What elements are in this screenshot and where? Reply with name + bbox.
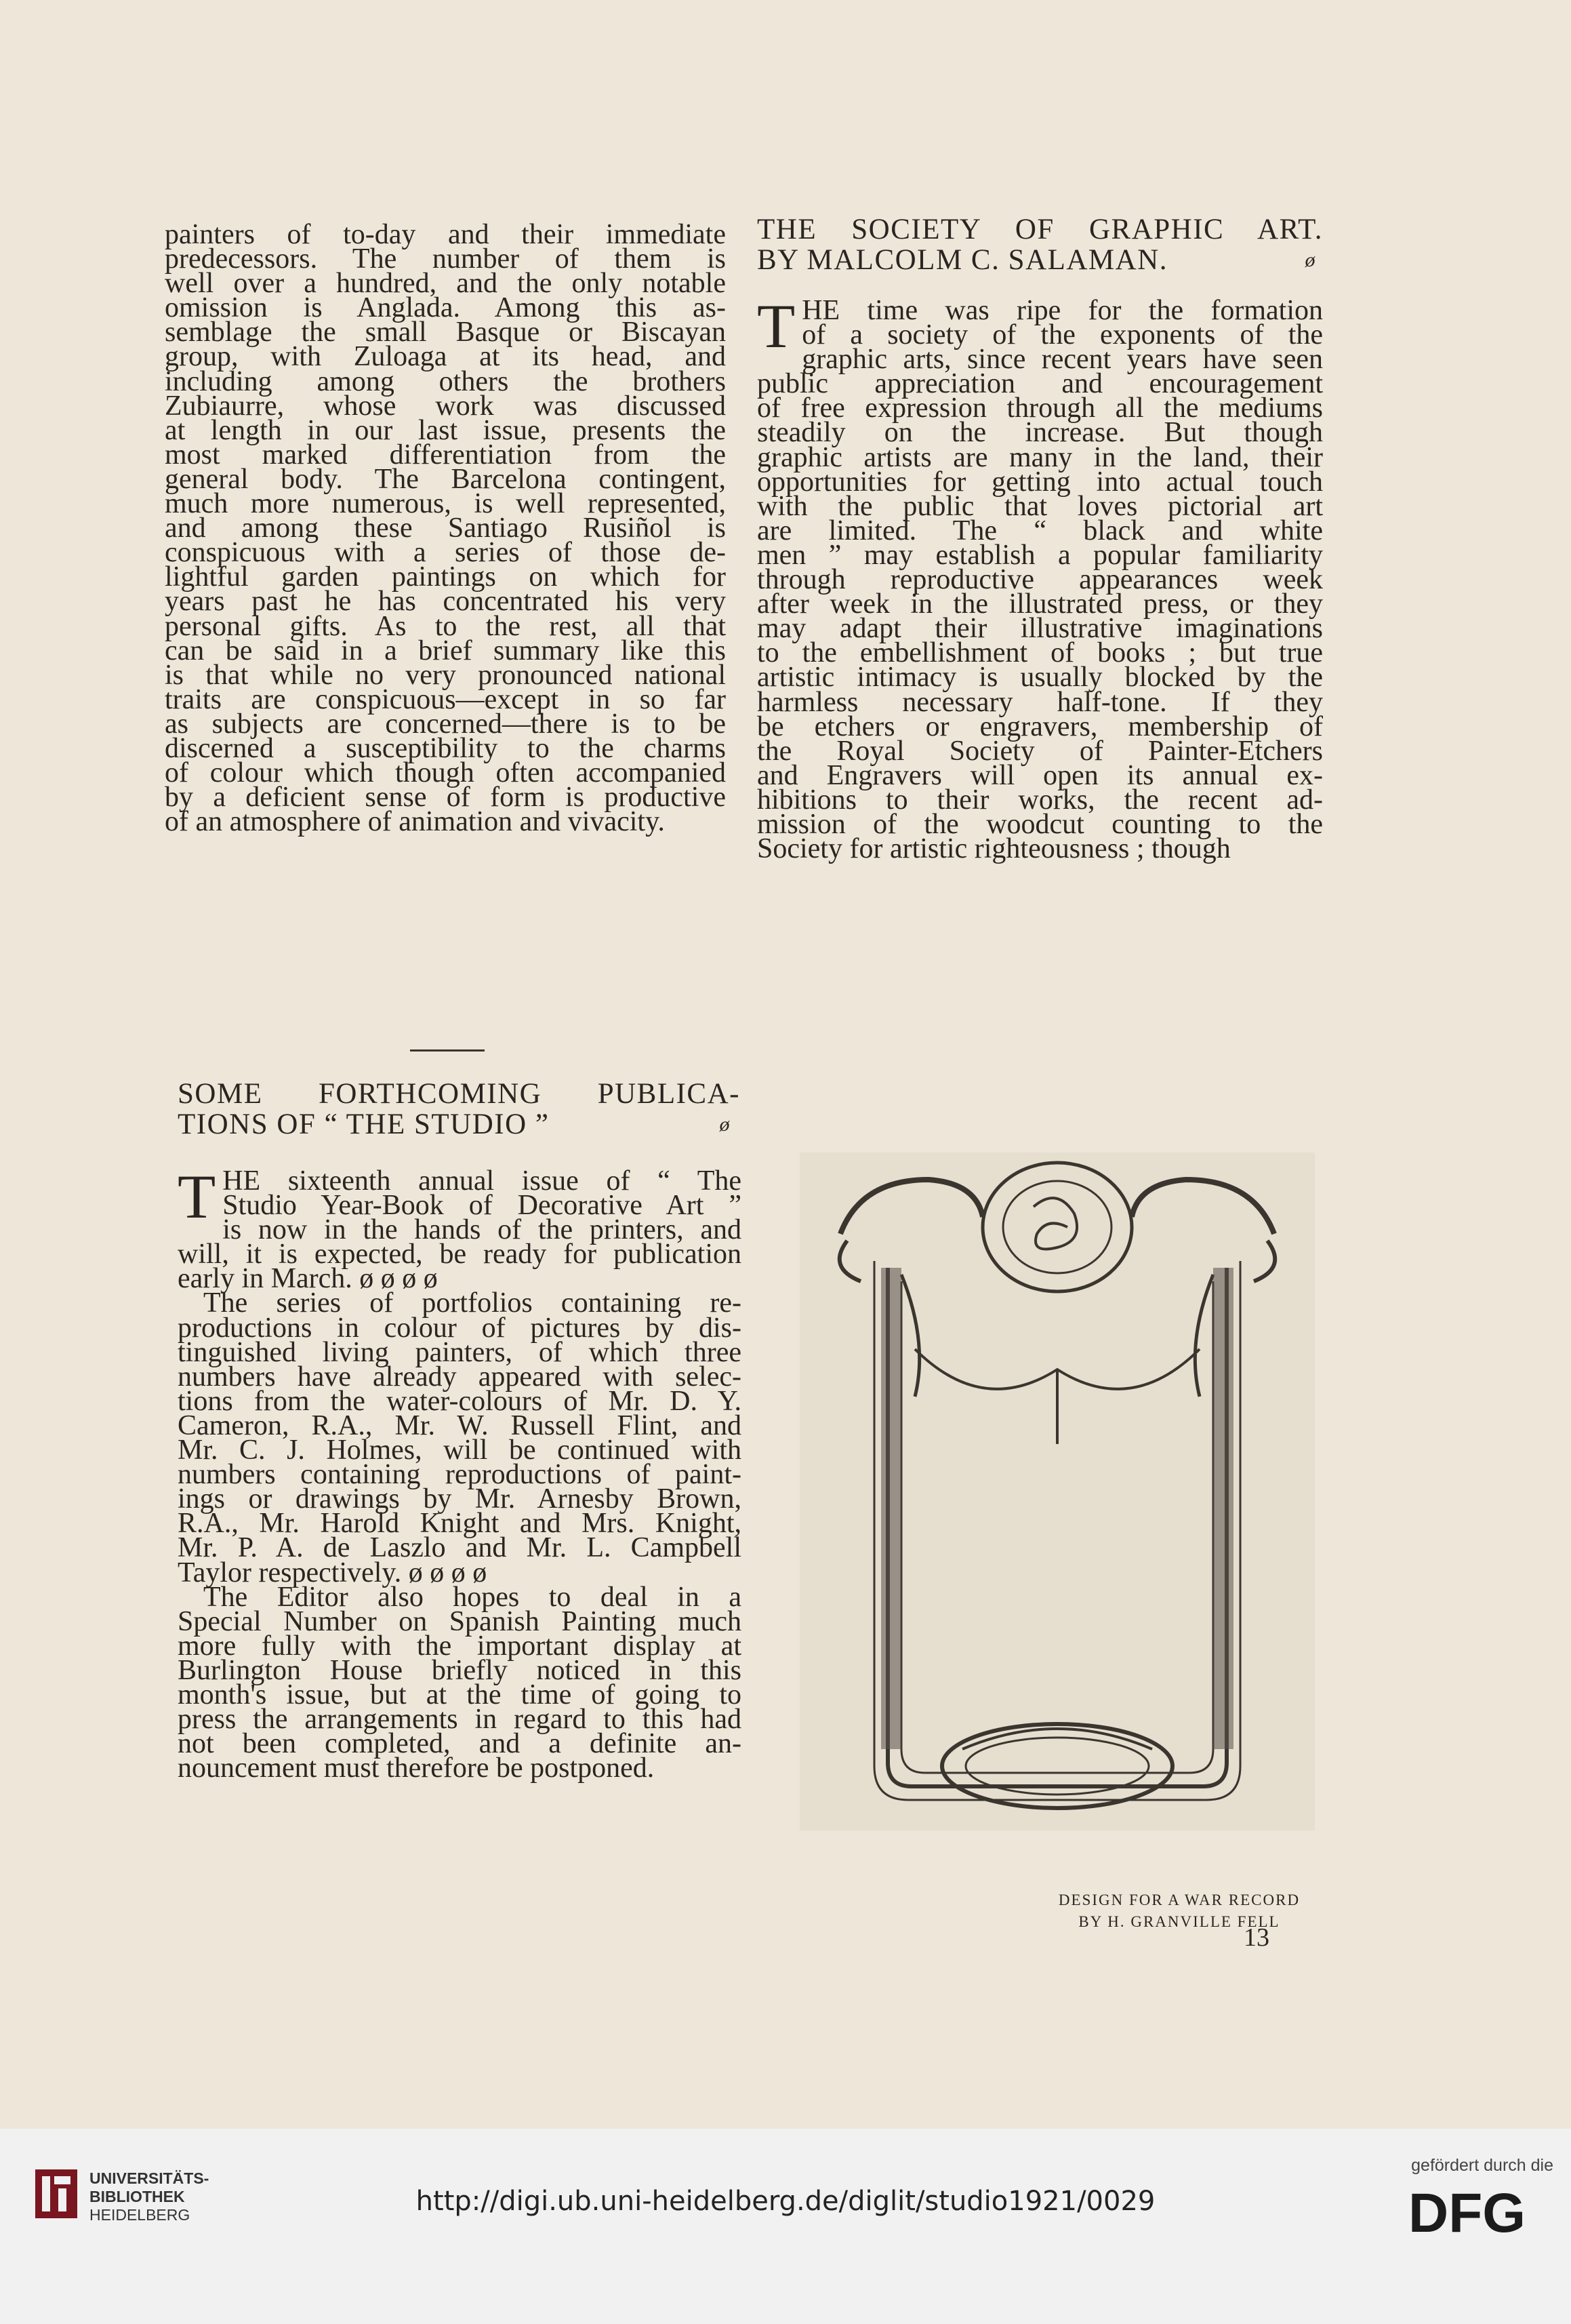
text-line: The Editor also hopes to deal in a [203, 1581, 741, 1613]
text-line: general body. The Barcelona contingent, [165, 463, 726, 495]
text-line: Society for artistic righteousness ; though [757, 833, 1231, 865]
graphic-art-heading [757, 214, 1323, 275]
text-line: numbers have already appeared with selec- [178, 1361, 741, 1393]
text-line: including among others the brothers [165, 365, 726, 397]
text-line: personal gifts. As to the rest, all that [165, 610, 726, 642]
heading-line [757, 245, 1323, 275]
text-line: most marked differentiation from the [165, 439, 726, 470]
text-line: and among these Santiago Rusiñol is [165, 513, 726, 544]
continuation-paragraph [165, 219, 726, 838]
text-line: Taylor respectively. ø ø ø ø [178, 1557, 487, 1588]
text-line: much more numerous, is well represented, [165, 488, 726, 520]
text-line: more fully with the important display at [178, 1630, 741, 1662]
text-line: press the arrangements in regard to this had [178, 1704, 741, 1736]
text-line: semblage the small Basque or Biscayan [165, 317, 726, 348]
text-line: mission of the woodcut counting to the [757, 808, 1323, 840]
text-line: and Engravers will open its annual ex- [757, 759, 1323, 791]
digitization-footer [0, 2129, 1571, 2324]
heading-line: THE SOCIETY OF GRAPHIC ART. [757, 214, 1323, 245]
source-url-link[interactable]: http://digi.ub.uni-heidelberg.de/diglit/studio1921/0029 [415, 2186, 1156, 2217]
library-name-line: UNIVERSITÄTS- [89, 2169, 209, 2187]
text-line: Mr. P. A. de Laszlo and Mr. L. Campbell [178, 1532, 741, 1564]
text-line: men ” may establish a popular familiarity [757, 539, 1323, 571]
text-line: R.A., Mr. Harold Knight and Mrs. Knight, [178, 1508, 741, 1540]
text-line: discerned a susceptibility to the charms [165, 732, 726, 764]
section-divider [410, 1049, 485, 1051]
left-column-continuation [165, 219, 726, 838]
text-line: hibitions to their works, the recent ad- [757, 784, 1323, 816]
text-line: through reproductive appearances week [757, 564, 1323, 596]
drop-cap: T [757, 292, 796, 361]
text-line: Cameron, R.A., Mr. W. Russell Flint, and [178, 1409, 741, 1441]
text-line: HE time was ripe for the formation [802, 295, 1323, 326]
forthcoming-body [178, 1162, 741, 1784]
text-line: with the public that loves pictorial art [757, 490, 1323, 522]
text-line: years past he has concentrated his very [165, 586, 726, 618]
text-line: predecessors. The number of them is [165, 243, 726, 275]
drop-cap: T [178, 1162, 216, 1231]
text-line: Zubiaurre, whose work was discussed [165, 390, 726, 422]
text-line: graphic artists are many in the land, their [757, 441, 1323, 473]
text-line: may adapt their illustrative imaginations [757, 613, 1323, 645]
heading-line [178, 1109, 740, 1140]
text-line: are limited. The “ black and white [757, 515, 1323, 546]
text-line: The series of portfolios containing re- [203, 1287, 741, 1319]
text-line: not been completed, and a definite an- [178, 1728, 741, 1760]
text-line: is now in the hands of the printers, and [222, 1214, 741, 1246]
text-line: by a deficient sense of form is productive [165, 782, 726, 814]
text-line: as subjects are concerned—there is to be [165, 708, 726, 740]
text-line: Burlington House briefly noticed in this [178, 1654, 741, 1686]
text-line: conspicuous with a series of those de- [165, 537, 726, 569]
graphic-art-body [757, 292, 1323, 865]
text-line: steadily on the increase. But though [757, 417, 1323, 449]
text-line: of a society of the exponents of the [802, 319, 1323, 351]
text-line: traits are conspicuous—except in so far [165, 683, 726, 715]
text-line: tions from the water-colours of Mr. D. Y. [178, 1385, 741, 1417]
text-line: omission is Anglada. Among this as- [165, 292, 726, 324]
library-name-line: BIBLIOTHEK [89, 2188, 185, 2205]
page-number: 13 [1244, 1923, 1269, 1952]
funding-label: gefördert durch die [1411, 2156, 1553, 2175]
text-line: Special Number on Spanish Painting much [178, 1605, 741, 1637]
text-line: of colour which though often accompanied [165, 757, 726, 789]
text-line: opportunities for getting into actual touch [757, 466, 1323, 498]
text-line: of free expression through all the mediums [757, 393, 1323, 424]
text-line: nouncement must therefore be postponed. [178, 1752, 655, 1784]
war-record-design-illustration [800, 1153, 1315, 1830]
text-line: graphic arts, since recent years have seen [802, 344, 1323, 376]
text-line: artistic intimacy is usually blocked by the [757, 662, 1323, 694]
text-line: numbers containing reproductions of paint- [178, 1459, 741, 1491]
heading-line: SOME FORTHCOMING PUBLICA- [178, 1078, 740, 1110]
text-line: ings or drawings by Mr. Arnesby Brown, [178, 1483, 741, 1515]
dfg-logo [1408, 2186, 1551, 2239]
ornament-glyph: ø [719, 1113, 731, 1136]
text-line: will, it is expected, be ready for publication [178, 1239, 741, 1270]
forthcoming-paragraph-2 [178, 1287, 741, 1588]
text-line: lightful garden paintings on which for [165, 561, 726, 593]
text-line: after week in the illustrated press, or they [757, 588, 1323, 620]
text-line: group, with Zuloaga at its head, and [165, 341, 726, 373]
library-name-line: HEIDELBERG [89, 2206, 190, 2224]
forthcoming-paragraph-3 [178, 1581, 741, 1784]
heading-line-text: TIONS OF “ THE STUDIO ” [178, 1108, 550, 1140]
forthcoming-paragraph-1 [178, 1162, 741, 1295]
text-line: painters of to-day and their immediate [165, 219, 726, 250]
illustration-caption [1030, 1889, 1328, 1933]
text-line: is that while no very pronounced national [165, 659, 726, 691]
dfg-logo-text: DFG [1408, 2186, 1526, 2239]
graphic-art-paragraph [757, 292, 1323, 865]
text-line: HE sixteenth annual issue of “ The [222, 1165, 741, 1197]
text-line: tinguished living painters, of which three [178, 1336, 741, 1368]
text-line: the Royal Society of Painter-Etchers [757, 735, 1323, 767]
text-line: be etchers or engravers, membership of [757, 710, 1323, 742]
text-line: of an atmosphere of animation and vivacity. [165, 806, 665, 838]
text-line: at length in our last issue, presents the [165, 414, 726, 446]
text-line: Mr. C. J. Holmes, will be continued with [178, 1435, 741, 1466]
text-line: early in March. ø ø ø ø [178, 1263, 438, 1295]
text-line: public appreciation and encouragement [757, 368, 1323, 400]
forthcoming-heading [178, 1079, 740, 1140]
ornament-glyph: ø [1305, 249, 1316, 271]
text-line: well over a hundred, and the only notable [165, 268, 726, 300]
text-line: harmless necessary half-tone. If they [757, 686, 1323, 718]
text-line: month's issue, but at the time of going to [178, 1679, 741, 1710]
text-line: productions in colour of pictures by dis- [178, 1312, 741, 1344]
text-line: can be said in a brief summary like this [165, 635, 726, 666]
text-line: Studio Year-Book of Decorative Art ” [222, 1190, 741, 1222]
heading-line-text: BY MALCOLM C. SALAMAN. [757, 244, 1168, 276]
caption-line: DESIGN FOR A WAR RECORD [1058, 1891, 1301, 1908]
caption-line: BY H. GRANVILLE FELL [1078, 1913, 1280, 1930]
text-line: to the embellishment of books ; but true [757, 637, 1323, 669]
